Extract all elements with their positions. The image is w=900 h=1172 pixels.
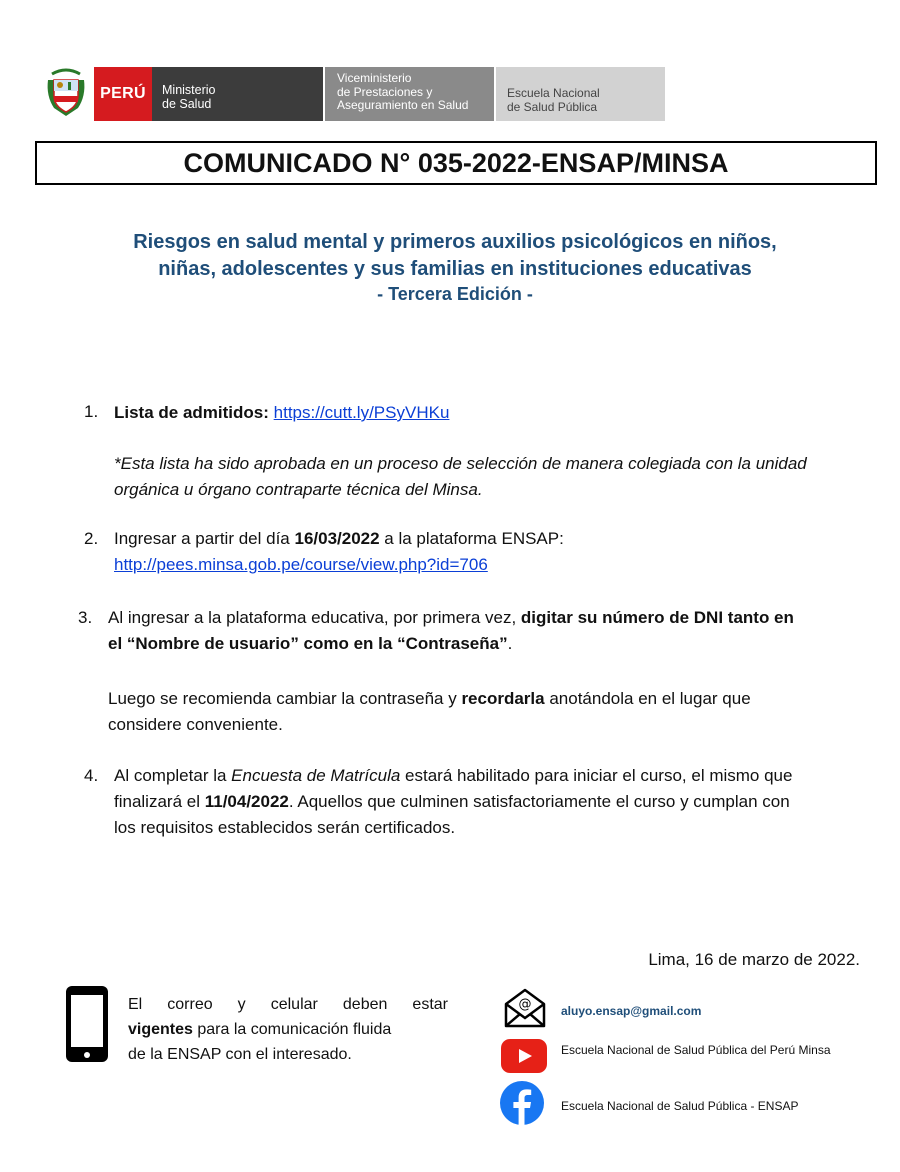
peru-logo-box <box>94 67 152 121</box>
item-number-3: 3. <box>78 608 93 627</box>
item-3-p2-b: anotándola en el lugar que <box>544 689 751 708</box>
note-text-b: para la comunicación fluida <box>192 1021 392 1038</box>
school-line-2: de Salud Pública <box>507 99 598 114</box>
note-bold: vigentes <box>128 1021 193 1038</box>
item-4-text-a: Al completar la <box>114 766 232 785</box>
item-1 <box>114 400 874 426</box>
vice-line-2: de Prestaciones y <box>337 84 433 99</box>
email-icon <box>503 986 547 1030</box>
item-3-paragraph-2 <box>108 686 878 738</box>
email-address[interactable]: aluyo.ensap@gmail.com <box>561 1004 702 1018</box>
start-date: 16/03/2022 <box>294 529 380 548</box>
platform-link[interactable]: http://pees.minsa.gob.pe/course/view.php?id=706 <box>114 555 488 574</box>
admitted-list-link[interactable]: https://cutt.ly/PSyVHKu <box>273 403 450 422</box>
item-3-p2-bold: recordarla <box>461 689 545 708</box>
place-date: Lima, 16 de marzo de 2022. <box>648 950 860 969</box>
school-line-1: Escuela Nacional <box>507 86 600 100</box>
item-4-text-b: estará habilitado para iniciar el curso, el mismo que <box>400 766 793 785</box>
item-3-bold-b: el “Nombre de usuario” como en la “Contraseña” <box>108 634 508 653</box>
vice-line-1: Viceministerio <box>337 71 412 85</box>
contact-validity-note <box>128 992 448 1067</box>
item-number-4: 4. <box>84 766 99 785</box>
mobile-phone-icon <box>65 985 109 1063</box>
peru-coat-of-arms-icon <box>44 66 88 118</box>
note-line-2: orgánica u órgano contraparte técnica del Minsa. <box>114 480 483 499</box>
item-2 <box>114 526 874 578</box>
item-3-p2-a: Luego se recomienda cambiar la contraseña y <box>108 689 462 708</box>
item-3-p2-c: considere conveniente. <box>108 715 283 734</box>
svg-text:@: @ <box>518 997 532 1012</box>
facebook-icon <box>500 1081 544 1125</box>
item-number-1: 1. <box>84 402 99 421</box>
youtube-channel-name[interactable]: Escuela Nacional de Salud Pública del Perú Minsa <box>561 1043 831 1057</box>
item-4-text-e: los requisitos establecidos serán certificados. <box>114 818 456 837</box>
item-4-italic: Encuesta de Matrícula <box>231 766 401 785</box>
title-text: COMUNICADO N° 035-2022-ENSAP/MINSA <box>183 147 729 178</box>
end-date: 11/04/2022 <box>204 792 289 811</box>
item-4 <box>114 763 884 841</box>
item-3 <box>108 605 878 657</box>
announcement-title <box>35 141 877 185</box>
admitted-list-label: Lista de admitidos: <box>114 403 269 422</box>
facebook-page-name[interactable]: Escuela Nacional de Salud Pública - ENSAP <box>561 1099 799 1113</box>
item-2-text-b: a la plataforma ENSAP: <box>379 529 564 548</box>
subtitle-line-2: niñas, adolescentes y sus familias en instituciones educativas <box>158 258 752 280</box>
item-1-note <box>114 451 884 503</box>
item-3-text-a: Al ingresar a la plataforma educativa, por primera vez, <box>108 608 521 627</box>
item-2-text-a: Ingresar a partir del día <box>114 529 295 548</box>
subtitle-line-1: Riesgos en salud mental y primeros auxilios psicológicos en niños, <box>133 231 777 253</box>
edition-label: - Tercera Edición - <box>377 284 533 304</box>
country-label: PERÚ <box>100 85 146 102</box>
item-3-text-b: . <box>507 634 513 653</box>
note-line-1: *Esta lista ha sido aprobada en un proceso de selección de manera colegiada con la unidad <box>114 454 807 473</box>
item-3-bold-a: digitar su número de DNI tanto en <box>520 608 794 627</box>
note-text-c: de la ENSAP con el interesado. <box>128 1046 352 1063</box>
school-logo-box <box>496 67 665 121</box>
item-number-2: 2. <box>84 529 99 548</box>
item-4-text-c: finalizará el <box>114 792 205 811</box>
ministry-line-1: Ministerio <box>162 83 216 97</box>
vice-line-3: Aseguramiento en Salud <box>337 98 469 112</box>
course-subtitle <box>40 229 870 283</box>
item-4-text-d: . Aquellos que culminen satisfactoriamente el curso y cumplan con <box>288 792 790 811</box>
ministerio-logo-box <box>152 67 323 121</box>
note-text-a: El correo y celular deben estar <box>128 996 448 1013</box>
vice-ministry-logo-box <box>325 67 494 121</box>
ministry-line-2: de Salud <box>162 97 212 111</box>
youtube-icon <box>501 1039 547 1073</box>
